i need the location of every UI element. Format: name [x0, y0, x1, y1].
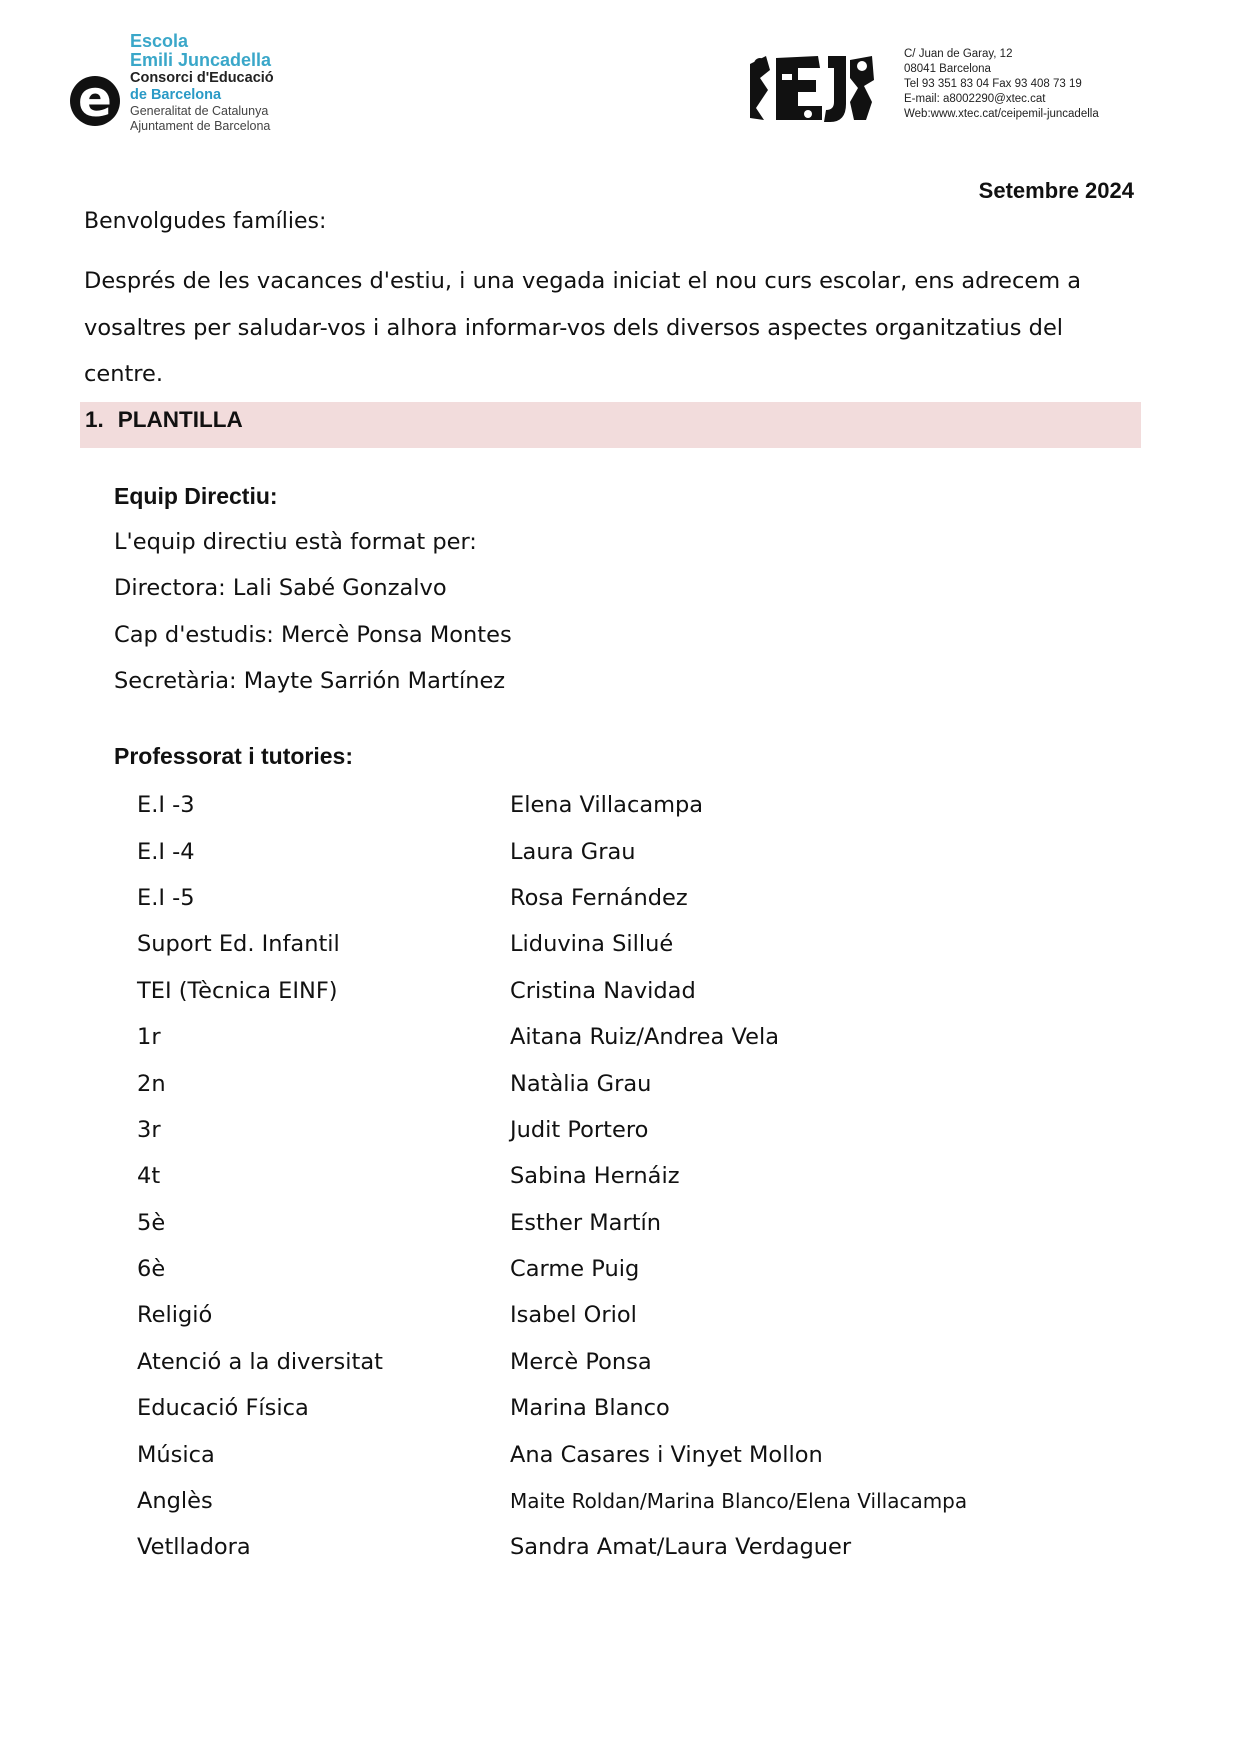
- staff-role: E.I -4: [137, 838, 195, 865]
- equip-directiu-block: [114, 473, 512, 704]
- address-web: Web:www.xtec.cat/ceipemil-juncadella: [904, 108, 1099, 120]
- staff-name: Ana Casares i Vinyet Mollon: [510, 1441, 823, 1468]
- school-mark-logo-icon: [746, 50, 878, 126]
- staff-role: 4t: [137, 1163, 161, 1190]
- address-city: 08041 Barcelona: [904, 63, 991, 75]
- staff-name: Sandra Amat/Laura Verdaguer: [510, 1534, 852, 1561]
- section-title-text: PLANTILLA: [117, 407, 243, 432]
- table-row: [137, 1107, 967, 1153]
- table-row: [137, 1292, 967, 1338]
- staff-name: Mercè Ponsa: [510, 1348, 652, 1375]
- staff-name: Elena Villacampa: [510, 792, 704, 819]
- section-heading-bar: [80, 402, 1141, 448]
- staff-role: 1r: [137, 1024, 161, 1051]
- equip-directiu-intro: L'equip directiu està format per:: [114, 529, 477, 556]
- staff-role: 5è: [137, 1209, 166, 1236]
- staff-name: Cristina Navidad: [510, 977, 696, 1004]
- staff-role: Vetlladora: [137, 1534, 251, 1561]
- equip-cap-estudis: Cap d'estudis: Mercè Ponsa Montes: [114, 621, 512, 648]
- staff-role: Atenció a la diversitat: [137, 1348, 383, 1375]
- staff-name: Judit Portero: [510, 1116, 649, 1143]
- table-row: [137, 1385, 967, 1431]
- staff-role: Suport Ed. Infantil: [137, 931, 340, 958]
- logo-gov-line-2: Ajuntament de Barcelona: [130, 119, 271, 133]
- letter-intro-paragraph: Després de les vacances d'estiu, i una vegada iniciat el nou curs escolar, ens adrecem a vosaltres per saludar-vos i alhora informar-vos dels diversos aspectes organitzatius del centre.: [84, 268, 1082, 387]
- table-row: [137, 828, 967, 874]
- table-row: [137, 1153, 967, 1199]
- table-row: [137, 1060, 967, 1106]
- staff-role: E.I -3: [137, 792, 195, 819]
- table-row: [137, 1524, 967, 1570]
- logo-text-block: [130, 32, 274, 134]
- table-row: [137, 1014, 967, 1060]
- address-phone: Tel 93 351 83 04 Fax 93 408 73 19: [904, 78, 1082, 90]
- staff-name: Natàlia Grau: [510, 1070, 652, 1097]
- table-row: [137, 1478, 967, 1524]
- staff-name: Rosa Fernández: [510, 884, 688, 911]
- logo-consorci-line-2: de Barcelona: [130, 87, 222, 103]
- staff-name: Laura Grau: [510, 838, 636, 865]
- letter-date: Setembre 2024: [978, 178, 1134, 203]
- table-row: [137, 782, 967, 828]
- table-row: [137, 1431, 967, 1477]
- section-number: 1.: [85, 407, 104, 432]
- address-street: C/ Juan de Garay, 12: [904, 48, 1013, 60]
- table-row: [137, 1200, 967, 1246]
- staff-role: Anglès: [137, 1488, 213, 1515]
- school-address: [904, 47, 1099, 122]
- staff-name: Marina Blanco: [510, 1395, 670, 1422]
- staff-role: 6è: [137, 1256, 166, 1283]
- staff-role: Música: [137, 1441, 215, 1468]
- table-row: [137, 875, 967, 921]
- logo-consorci-line-1: Consorci d'Educació: [130, 70, 274, 86]
- table-row: [137, 1339, 967, 1385]
- consorci-e-logo-icon: e: [70, 76, 120, 126]
- professorat-block: [114, 733, 353, 779]
- staff-name: Isabel Oriol: [510, 1302, 637, 1329]
- staff-role: TEI (Tècnica EINF): [137, 977, 338, 1004]
- logo-school-line-2: Emili Juncadella: [130, 50, 272, 70]
- table-row: [137, 1246, 967, 1292]
- logo-gov-line-1: Generalitat de Catalunya: [130, 104, 269, 118]
- staff-role: Educació Física: [137, 1395, 309, 1422]
- staff-name: Carme Puig: [510, 1256, 640, 1283]
- professorat-heading: Professorat i tutories:: [114, 743, 353, 769]
- equip-secretaria: Secretària: Mayte Sarrión Martínez: [114, 667, 506, 694]
- equip-directiu-heading: Equip Directiu:: [114, 483, 278, 509]
- staff-name: Sabina Hernáiz: [510, 1163, 680, 1190]
- table-row: [137, 921, 967, 967]
- staff-name: Esther Martín: [510, 1209, 662, 1236]
- staff-name: Liduvina Sillué: [510, 931, 674, 958]
- staff-role: 3r: [137, 1116, 161, 1143]
- staff-name: Aitana Ruiz/Andrea Vela: [510, 1024, 779, 1051]
- logo-school-line-1: Escola: [130, 31, 189, 51]
- table-row: [137, 968, 967, 1014]
- staff-role: Religió: [137, 1302, 213, 1329]
- school-logo: [70, 32, 300, 142]
- address-email: E-mail: a8002290@xtec.cat: [904, 93, 1046, 105]
- equip-directora: Directora: Lali Sabé Gonzalvo: [114, 575, 447, 602]
- section-title: [85, 402, 243, 438]
- professorat-table: [137, 782, 967, 1571]
- letter-greeting: Benvolgudes famílies:: [84, 209, 327, 234]
- staff-name: Maite Roldan/Marina Blanco/Elena Villacampa: [510, 1489, 968, 1514]
- staff-role: 2n: [137, 1070, 166, 1097]
- staff-role: E.I -5: [137, 884, 195, 911]
